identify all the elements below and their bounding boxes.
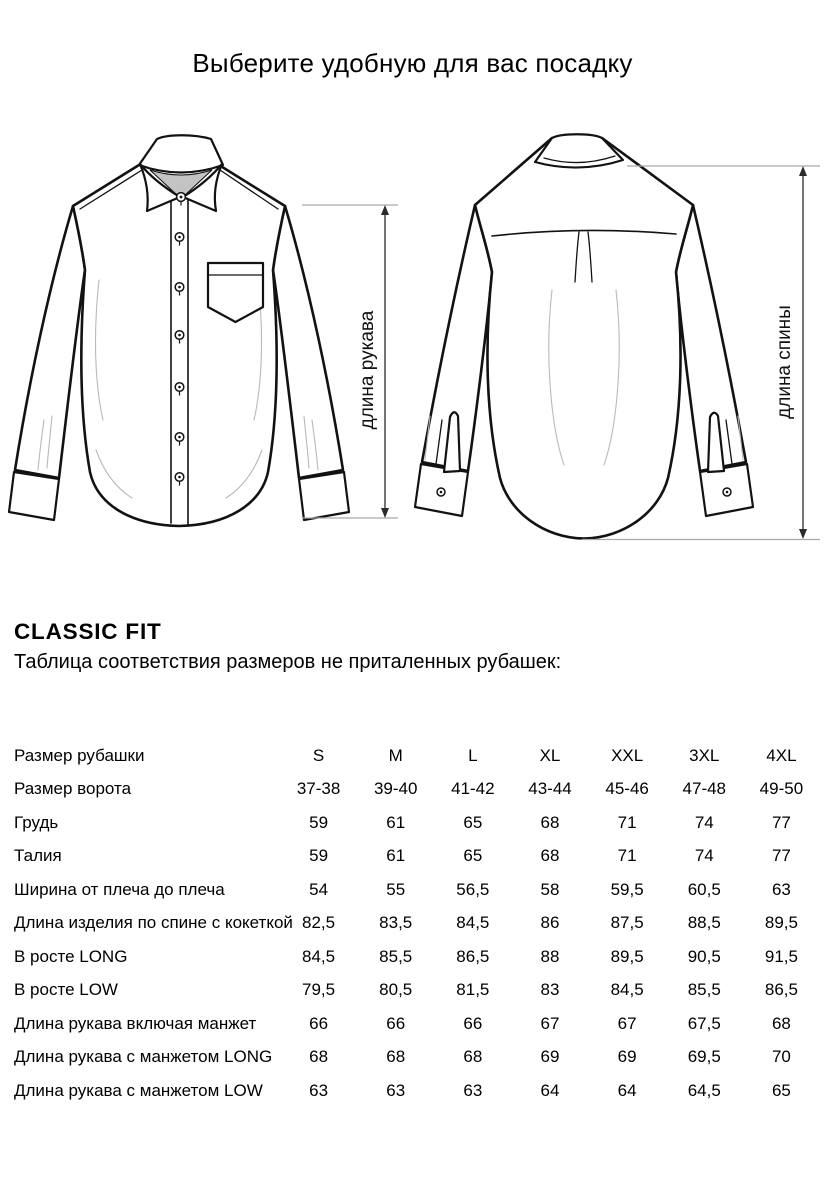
table-row [14,940,820,974]
size-value: 85,5 [379,946,413,966]
size-value: 66 [309,1013,329,1033]
size-value: 68 [309,1047,329,1067]
size-value: 81,5 [456,980,490,1000]
size-value: 63 [771,879,791,899]
size-value: 65 [771,1080,791,1100]
size-value: 45-46 [605,779,649,799]
size-value: 71 [617,846,637,866]
size-value: 3XL [689,745,720,765]
size-value: 85,5 [687,980,721,1000]
table-row [14,1007,820,1041]
size-value: 63 [386,1080,406,1100]
size-value: 84,5 [610,980,644,1000]
size-value: 71 [617,812,637,832]
table-row [14,806,820,840]
front-right-cuff [299,472,349,520]
size-value: 59 [309,846,329,866]
size-value: 64 [617,1080,637,1100]
size-value: 86,5 [456,946,490,966]
size-value: 65 [463,846,483,866]
size-value: 91,5 [764,946,798,966]
size-value: 63 [309,1080,329,1100]
size-value: 77 [771,846,791,866]
back-length-label: длина спины [774,305,795,419]
size-value: 87,5 [610,913,644,933]
size-value: 49-50 [759,779,804,799]
size-value: 74 [694,846,714,866]
front-left-cuff [9,472,59,520]
size-value: 63 [463,1080,483,1100]
row-label: Талия [14,846,62,866]
size-value: 68 [540,846,560,866]
size-value: 58 [540,879,560,899]
size-value: 69 [617,1047,637,1067]
size-value: 86 [540,913,560,933]
size-value: 4XL [766,745,797,765]
size-value: 55 [386,879,406,899]
sleeve-length-label: длина рукава [357,310,378,430]
fit-subtitle: Таблица соответствия размеров не приталенных рубашек: [14,651,562,673]
size-value: 68 [463,1047,483,1067]
size-value: 65 [463,812,483,832]
table-row [14,974,820,1008]
row-label: Грудь [14,812,59,832]
size-value: 69,5 [687,1047,721,1067]
size-value: 61 [386,846,406,866]
shirt-back [415,134,753,538]
size-value: 47-48 [682,779,727,799]
size-value: 60,5 [687,879,721,899]
size-value: XXL [611,745,644,765]
size-value: 59 [309,812,329,832]
table-row [14,907,820,941]
size-value: 70 [771,1047,791,1067]
size-value: 56,5 [456,879,490,899]
fit-heading: CLASSIC FIT [14,619,162,644]
size-value: 86,5 [764,980,798,1000]
size-value: 82,5 [302,913,336,933]
row-label: Ширина от плеча до плеча [14,879,225,899]
table-row [14,873,820,907]
table-row [14,739,820,773]
size-value: S [312,745,325,765]
size-value: 88 [540,946,560,966]
row-label: Длина рукава с манжетом LOW [14,1080,263,1100]
size-value: 59,5 [610,879,644,899]
row-label: Размер ворота [14,779,132,799]
row-label: Длина рукава с манжетом LONG [14,1047,273,1067]
row-label: Длина рукава включая манжет [14,1013,257,1033]
shirt-back-drawing [412,120,825,600]
size-value: 43-44 [528,779,572,799]
size-value: 84,5 [302,946,336,966]
table-row [14,1074,820,1108]
row-label: Размер рубашки [14,745,145,765]
size-value: 37-38 [296,779,341,799]
row-label: В росте LOW [14,980,118,1000]
size-value: 77 [771,812,791,832]
size-value: 68 [386,1047,406,1067]
size-value: 84,5 [456,913,490,933]
table-row [14,773,820,807]
size-value: 68 [771,1013,791,1033]
shirt-front-drawing [0,120,412,600]
size-value: 88,5 [687,913,721,933]
size-value: 66 [463,1013,483,1033]
shirt-diagrams [0,120,825,600]
table-row [14,1041,820,1075]
size-value: 89,5 [610,946,644,966]
size-value: 64,5 [687,1080,721,1100]
size-value: 67 [540,1013,560,1033]
size-value: 83,5 [379,913,413,933]
row-label: В росте LONG [14,946,128,966]
size-value: 90,5 [687,946,721,966]
size-value: 67 [617,1013,637,1033]
size-value: 69 [540,1047,560,1067]
size-value: 80,5 [379,980,413,1000]
size-value: 67,5 [687,1013,721,1033]
size-value: 83 [540,980,560,1000]
size-value: 39-40 [373,779,418,799]
size-value: 89,5 [764,913,798,933]
row-label: Длина изделия по спине с кокеткой [14,913,293,933]
page-title: Выберите удобную для вас посадку [192,48,633,78]
size-value: 61 [386,812,406,832]
size-value: L [468,745,478,765]
size-value: 74 [694,812,714,832]
size-value: XL [539,745,561,765]
size-value: 64 [540,1080,560,1100]
size-table [14,739,820,1108]
shirt-front [9,135,349,526]
table-row [14,840,820,874]
size-table-body [14,739,820,1108]
size-value: 41-42 [451,779,495,799]
size-value: M [388,745,403,765]
size-value: 79,5 [302,980,336,1000]
size-value: 66 [386,1013,406,1033]
size-value: 54 [309,879,329,899]
size-value: 68 [540,812,560,832]
